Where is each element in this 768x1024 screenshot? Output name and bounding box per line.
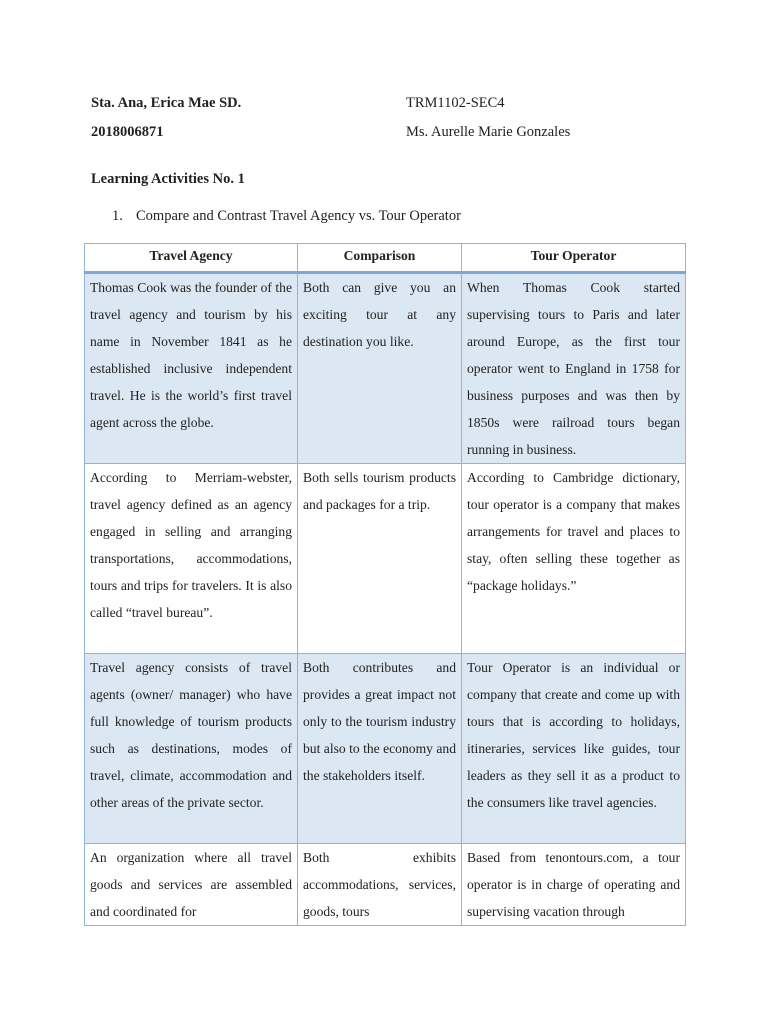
tour-operator-cell: According to Cambridge dictionary, tour operator is a company that makes arrangements for travel and places to stay, often selling these together as “package holidays.” (462, 464, 686, 654)
tour-operator-cell: When Thomas Cook started supervising tours to Paris and later around Europe, as the first tour operator went to England in 1758 for business purposes and was then by 1850s were railroad tours began running in business. (462, 273, 686, 464)
table-header-row (85, 244, 686, 273)
travel-agency-cell: An organization where all travel goods and services are assembled and coordinated for (85, 844, 298, 926)
student-id: 2018006871 (91, 124, 164, 140)
tour-operator-cell: Based from tenontours.com, a tour operator is in charge of operating and supervising vacation through (462, 844, 686, 926)
comparison-table (84, 243, 686, 926)
tour-operator-cell: Tour Operator is an individual or company that create and come up with tours that is according to holidays, itineraries, services like guides, tour leaders as they sell it as a product to the consumers like travel agencies. (462, 654, 686, 844)
comparison-cell: Both exhibits accommodations, services, goods, tours (298, 844, 462, 926)
travel-agency-cell: Thomas Cook was the founder of the travel agency and tourism by his name in November 1841 as he established inclusive independent travel. He is the world’s first travel agent across the globe. (85, 273, 298, 464)
header-travel-agency: Travel Agency (85, 244, 298, 273)
student-name: Sta. Ana, Erica Mae SD. (91, 95, 242, 111)
item-number: 1. (112, 208, 123, 224)
comparison-cell: Both sells tourism products and packages for a trip. (298, 464, 462, 654)
header-tour-operator: Tour Operator (462, 244, 686, 273)
table-row (85, 273, 686, 464)
course-section: TRM1102-SEC4 (406, 95, 505, 111)
instructor-name: Ms. Aurelle Marie Gonzales (406, 124, 571, 140)
header-comparison: Comparison (298, 244, 462, 273)
table-row (85, 844, 686, 926)
travel-agency-cell: Travel agency consists of travel agents (owner/ manager) who have full knowledge of tourism products such as destinations, modes of travel, climate, accommodation and other areas of the private sector. (85, 654, 298, 844)
comparison-cell: Both contributes and provides a great impact not only to the tourism industry but also to the economy and the stakeholders itself. (298, 654, 462, 844)
travel-agency-cell: According to Merriam-webster, travel agency defined as an agency engaged in selling and arranging transportations, accommodations, tours and trips for travelers. It is also called “travel bureau”. (85, 464, 298, 654)
comparison-cell: Both can give you an exciting tour at any destination you like. (298, 273, 462, 464)
item-text: Compare and Contrast Travel Agency vs. Tour Operator (136, 208, 461, 224)
table-row (85, 654, 686, 844)
activity-title: Learning Activities No. 1 (91, 171, 245, 187)
table-row (85, 464, 686, 654)
